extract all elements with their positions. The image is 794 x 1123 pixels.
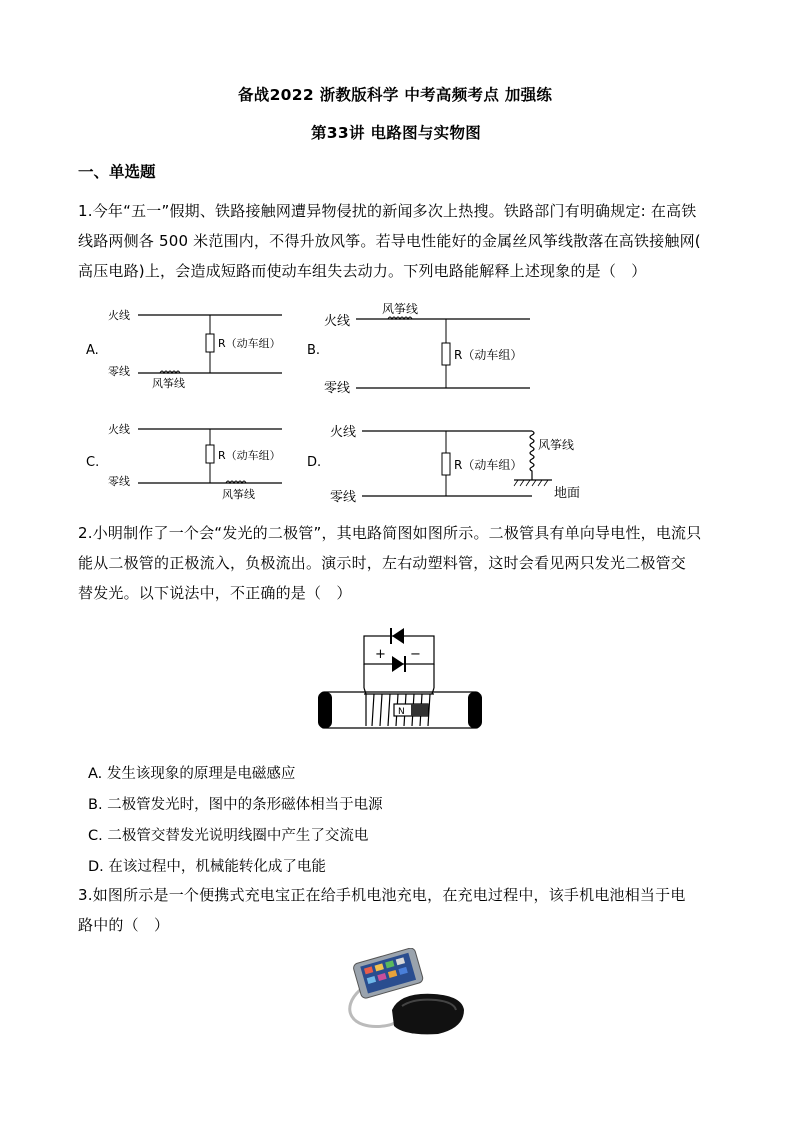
circuit-diagram-b (320, 298, 535, 398)
kite-line-label: 风筝线 (152, 377, 185, 390)
resistor-symbol (206, 445, 214, 463)
question-3-text (78, 880, 726, 940)
question-2-line: 2.小明制作了一个会“发光的二极管”，其电路简图如图所示。二极管具有单向导电性，电流只 (78, 524, 702, 542)
question-2-line: 替发光。以下说法中，不正确的是（ ） (78, 584, 352, 602)
neutral-wire-label: 零线 (330, 490, 357, 505)
kite-line-label: 风筝线 (382, 302, 419, 316)
option-a-label[interactable]: A. (86, 343, 99, 358)
question-3-line: 3.如图所示是一个便携式充电宝正在给手机电池充电，在充电过程中，该手机电池相当于电 (78, 886, 686, 904)
option-b-label[interactable]: B. (307, 343, 321, 358)
power-bank-icon (392, 994, 464, 1035)
page-title: 备战2022 浙教版科学 中考高频考点 加强练 (238, 86, 553, 104)
live-wire-label: 火线 (324, 314, 351, 329)
question-2-line: 能从二极管的正极流入，负极流出。演示时，左右动塑料管，这时会看见两只发光二极管交 (78, 554, 687, 572)
option-b-choice[interactable]: B. 二极管发光时，图中的条形磁体相当于电源 (88, 797, 383, 813)
resistor-label: R（动车组） (218, 449, 281, 462)
page-subtitle: 第33讲 电路图与实物图 (311, 124, 482, 142)
question-3-line: 路中的（ ） (78, 916, 170, 934)
resistor-symbol (442, 453, 450, 475)
option-c-choice[interactable]: C. 二极管交替发光说明线圈中产生了交流电 (88, 828, 369, 844)
magnet-pole-label: N (398, 707, 405, 717)
section-heading: 一、单选题 (78, 163, 156, 181)
kite-line-coil (530, 431, 534, 480)
minus-sign: − (410, 647, 421, 662)
neutral-wire-label: 零线 (108, 475, 130, 488)
circuit-diagram-c (102, 417, 292, 507)
neutral-wire-label: 零线 (324, 381, 351, 396)
resistor-symbol (206, 334, 214, 352)
smartphone-icon (352, 948, 423, 999)
tube-cap-left (318, 692, 332, 728)
plus-sign: + (375, 647, 386, 662)
question-1-line: 高压电路)上，会造成短路而使动车组失去动力。下列电路能解释上述现象的是（ ） (78, 262, 647, 280)
diode-symbol-top (392, 628, 404, 644)
tube-cap-right (468, 692, 482, 728)
resistor-label: R（动车组） (218, 337, 281, 350)
ground-label: 地面 (554, 486, 581, 501)
question-2-text (78, 518, 726, 608)
question-1-line: 1.今年“五一”假期、铁路接触网遭异物侵扰的新闻多次上热搜。铁路部门有明确规定: 在高铁 (78, 202, 697, 220)
resistor-symbol (442, 343, 450, 365)
resistor-label: R（动车组） (454, 458, 523, 472)
option-d-choice[interactable]: D. 在该过程中，机械能转化成了电能 (88, 859, 326, 875)
circuit-diagram-a (102, 303, 292, 393)
option-d-label[interactable]: D. (307, 455, 322, 470)
question-1-text (78, 196, 726, 286)
live-wire-label: 火线 (108, 309, 130, 322)
neutral-wire-label: 零线 (108, 365, 130, 378)
live-wire-label: 火线 (330, 425, 357, 440)
option-c-label[interactable]: C. (86, 455, 100, 470)
diode-symbol-bottom (392, 656, 404, 672)
circuit-diagram-d (320, 420, 590, 508)
diode-coil-figure (312, 620, 492, 742)
option-a-choice[interactable]: A. 发生该现象的原理是电磁感应 (88, 766, 296, 782)
live-wire-label: 火线 (108, 423, 130, 436)
kite-line-coil (388, 317, 412, 319)
phone-charging-illustration (330, 948, 470, 1042)
resistor-label: R（动车组） (454, 348, 523, 362)
bar-magnet-south (411, 704, 428, 716)
question-1-line: 线路两侧各 500 米范围内，不得升放风筝。若导电性能好的金属丝风筝线散落在高铁接触网( (78, 232, 701, 250)
kite-line-label: 风筝线 (222, 488, 255, 501)
kite-line-label: 风筝线 (538, 438, 575, 452)
